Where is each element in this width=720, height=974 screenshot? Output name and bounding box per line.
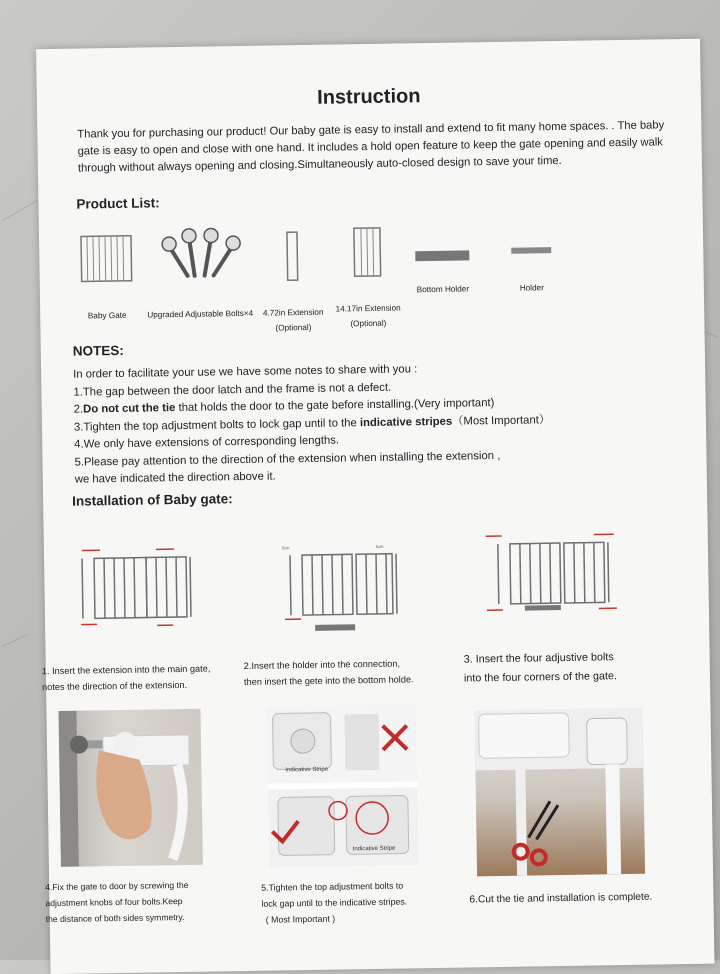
wall-seam [1, 634, 29, 648]
step6-caption: 6.Cut the tie and installation is complete. [469, 890, 652, 909]
bottom-holder-icon [414, 248, 470, 263]
note-1: 1.The gap between the door latch and the frame is not a defect. [73, 375, 677, 402]
note-3: 3.Tighten the top adjustment bolts to lock gap until to the indicative stripes（Most Important） [74, 410, 678, 437]
intro-paragraph: Thank you for purchasing our product! Our baby gate is easy to install and extend to fit many home spaces. . The baby gate is easy to open and close with one hand. It includes a hold open feature to keep the gate opening and easily walk through without always opening and closing.Simultaneously auto-closed design to save your time. [77, 117, 672, 177]
product-bolts [143, 227, 256, 323]
product-sub: (Optional) [332, 315, 404, 331]
step2-caption: 2.Insert the holder into the connection, then insert the gete into the bottom holde. [244, 655, 414, 690]
note-4: 4.We only have extensions of corresponding lengths. [74, 427, 678, 454]
cut-tie-illustration [474, 708, 645, 877]
step3-caption: 3. Insert the four adjustive bolts into the four corners of the gate. [464, 648, 618, 688]
baby-gate-icon [79, 233, 134, 286]
gate-bolt-hand-illustration [58, 709, 202, 867]
step2-diagram [280, 539, 405, 637]
notes-list [73, 357, 679, 489]
product-bottom-holder [407, 248, 478, 297]
notes-intro: In order to facilitate your use we have some notes to share with you : [73, 357, 677, 384]
product-label: 4.72in Extension [258, 305, 328, 321]
installation-title: Installation of Baby gate: [72, 491, 233, 509]
product-holder [501, 245, 562, 296]
note-2: 2.Do not cut the tie that holds the door to the gate before installing.(Very important) [74, 392, 678, 419]
large-extension-icon [352, 226, 383, 278]
bolts-icon [149, 227, 250, 285]
note-5a: 5.Please pay attention to the direction of the extension when installing the extension , [74, 445, 678, 472]
product-sub: (Optional) [258, 320, 328, 336]
product-ext-small [257, 230, 329, 336]
product-label: Upgraded Adjustable Bolts×4 [144, 306, 256, 323]
step1-diagram [74, 543, 199, 633]
product-list-title: Product List: [76, 195, 159, 211]
product-label: Bottom Holder [408, 281, 478, 297]
step6-photo [474, 708, 645, 877]
page-title: Instruction [37, 81, 701, 114]
product-label: Holder [502, 280, 562, 296]
product-baby-gate [77, 233, 136, 324]
instruction-sheet [36, 39, 714, 974]
holder-icon [510, 245, 552, 256]
dimension-label-b: 5cm [376, 544, 384, 549]
note-5b: we have indicated the direction above it. [75, 462, 679, 489]
step3-diagram [484, 528, 621, 626]
dimension-label-a: 5cm [282, 545, 290, 550]
wall-seam [2, 200, 37, 221]
step4-caption: 4.Fix the gate to door by screwing the adjustment knobs of four bolts.Keep the distance of both sides symmetry. [45, 877, 189, 927]
stripe-label-top: Indicative Stripe [285, 767, 328, 774]
step1-caption: 1. Insert the extension into the main gate, notes the direction of the extension. [42, 661, 211, 696]
product-label: 14.17in Extension [332, 300, 404, 316]
indicative-stripe-illustration [266, 703, 419, 867]
step5-photo [266, 703, 419, 867]
small-extension-icon [285, 230, 300, 282]
stripe-label-bottom: Indicative Stripe [353, 846, 396, 853]
notes-title: NOTES: [73, 343, 124, 359]
product-label: Baby Gate [78, 308, 136, 324]
step4-photo [58, 709, 202, 867]
product-ext-large [331, 225, 405, 331]
step5-caption: 5.Tighten the top adjustment bolts to lock gap until to the indicative stripes. ( Most Important ) [261, 877, 407, 927]
